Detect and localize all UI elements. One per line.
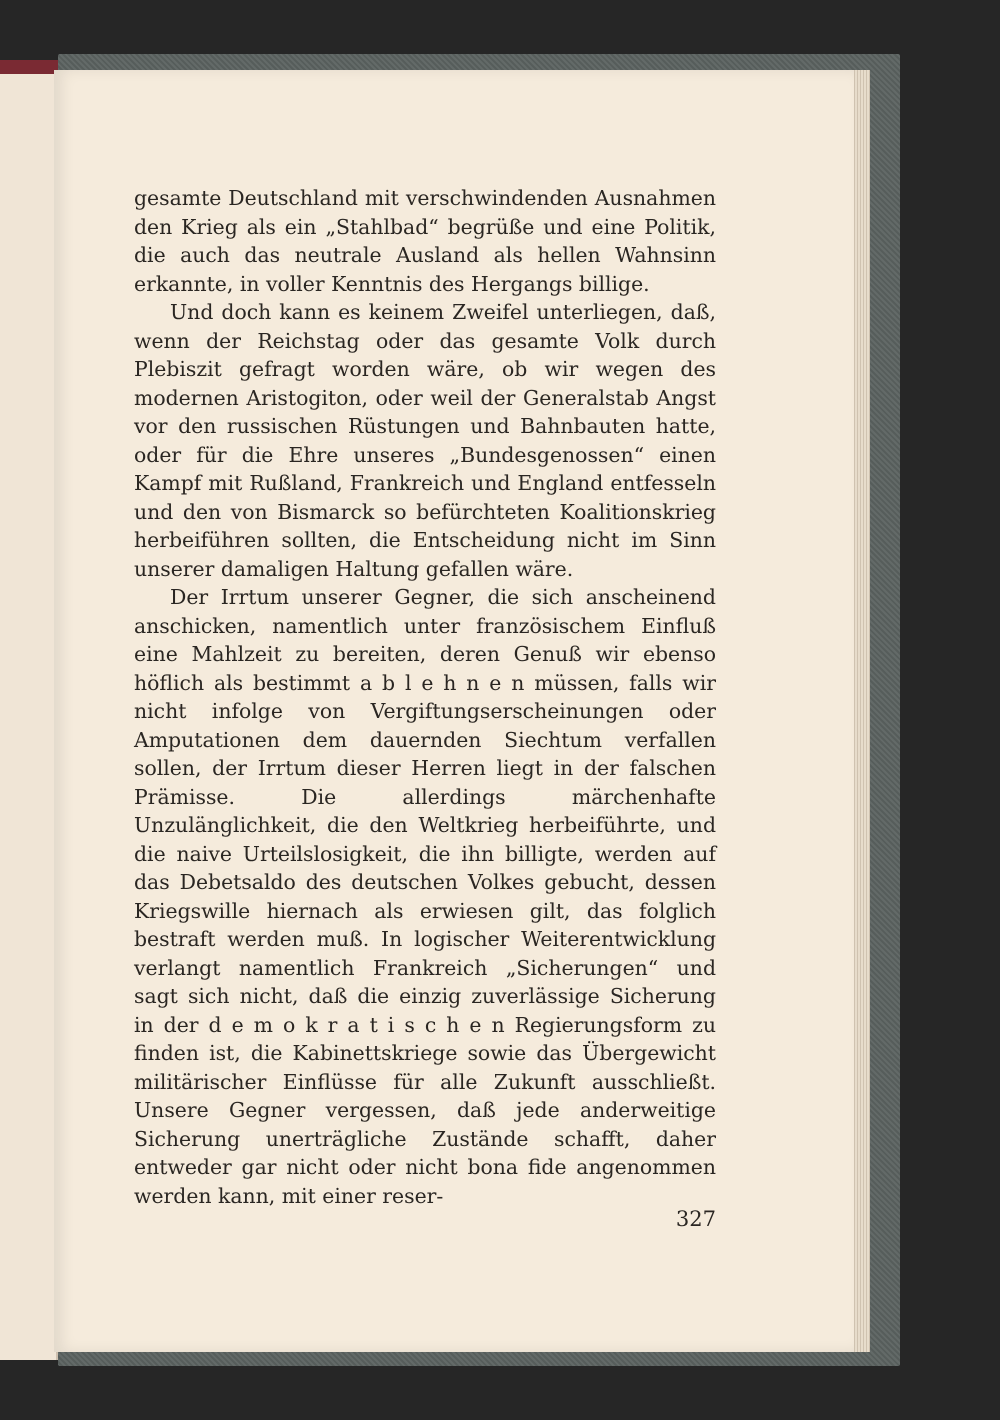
page-number: 327 — [675, 1207, 716, 1231]
left-page-edge — [0, 62, 58, 1360]
paragraph-2: Und doch kann es keinem Zweifel unterliegen, daß, wenn der Reichstag oder das gesamte Volk durch Plebiszit gefragt worden wäre, ob wir wegen des modernen Aristogiton, oder weil der Generalstab Angst vor den russischen Rüstungen und Bahnbauten hatte, oder für die Ehre unseres „Bundesgenossen“ einen Kampf mit Rußland, Frankreich und England entfesseln und den von Bismarck so befürchteten Koalitionskrieg herbeiführen sollten, die Entscheidung nicht im Sinn unserer damaligen Haltung gefallen wäre. — [134, 300, 716, 581]
page-stack-edge — [852, 70, 870, 1352]
page-body — [134, 184, 716, 1210]
paragraph-1: gesamte Deutschland mit verschwindenden Ausnahmen den Krieg als ein „Stahlbad“ begrüße und eine Politik, die auch das neutrale Ausland als hellen Wahnsinn erkannte, in voller Kenntnis des Hergangs billige. — [134, 186, 716, 296]
paragraph-3: Der Irrtum unserer Gegner, die sich anscheinend anschicken, namentlich unter französischem Einfluß eine Mahlzeit zu bereiten, deren Genuß wir ebenso höflich als bestimmt a b l e h n e n müssen, falls wir nicht infolge von Vergiftungserscheinungen oder Amputationen dem dauernden Siechtum verfallen sollen, der Irrtum dieser Herren liegt in der falschen Prämisse. Die allerdings märchenhafte Unzulänglichkeit, die den Weltkrieg herbeiführte, und die naive Urteilslosigkeit, die ihn billigte, werden auf das Debetsaldo des deutschen Volkes gebucht, dessen Kriegswille hiernach als erwiesen gilt, das folglich bestraft werden muß. In logischer Weiterentwicklung verlangt namentlich Frankreich „Sicherungen“ und sagt sich nicht, daß die einzig zuverlässige Sicherung in der d e m o k r a t i s c h e n Regierungsform zu finden ist, die Kabinettskriege sowie das Übergewicht militärischer Einflüsse für alle Zukunft ausschließt. Unsere Gegner vergessen, daß jede anderweitige Sicherung unerträgliche Zustände schafft, daher entweder gar nicht oder nicht bona fide angenommen werden kann, mit einer reser- — [134, 585, 716, 1208]
spine-bookmark — [0, 60, 58, 74]
